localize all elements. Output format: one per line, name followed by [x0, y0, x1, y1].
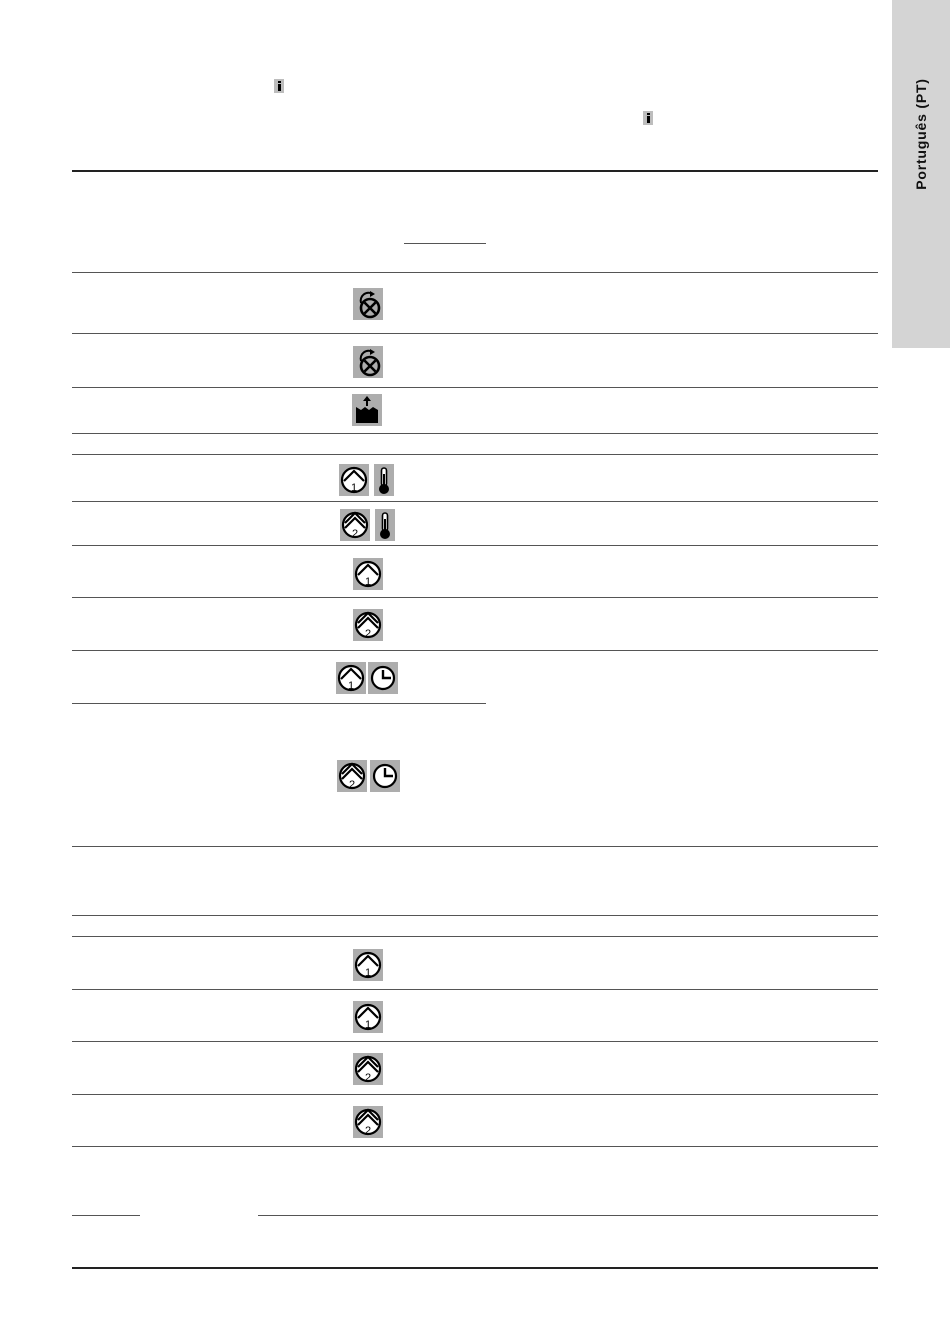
svg-text:1: 1 [364, 1019, 372, 1031]
info-icon [643, 111, 653, 125]
thermometer-icon [374, 464, 394, 496]
row-divider [72, 597, 878, 598]
svg-text:1: 1 [347, 680, 355, 692]
tank-level-icon [352, 394, 382, 426]
row-divider-partial [258, 1215, 878, 1216]
pump-2-icon [353, 1053, 383, 1085]
svg-text:2: 2 [364, 1125, 372, 1137]
stop-rotation-icon [353, 288, 383, 320]
svg-text:2: 2 [364, 1072, 372, 1084]
row-divider [72, 433, 878, 434]
row-divider [72, 1146, 878, 1147]
pump-1-icon [336, 662, 366, 694]
row-divider [72, 650, 878, 651]
table-bottom-rule [72, 1267, 878, 1269]
row-divider [72, 989, 878, 990]
row-divider [72, 454, 878, 455]
pump-2-icon [353, 609, 383, 641]
row-divider-partial [72, 703, 486, 704]
pump-2-icon [353, 1106, 383, 1138]
clock-icon [368, 662, 398, 694]
svg-text:1: 1 [364, 967, 372, 979]
pump-1-icon [339, 464, 369, 496]
svg-text:2: 2 [348, 779, 356, 791]
row-divider [72, 936, 878, 937]
language-tab-label: Português (PT) [913, 78, 929, 190]
row-divider-partial [72, 1215, 140, 1216]
header-underline [404, 243, 486, 244]
pump-2-icon [337, 760, 367, 792]
pump-1-icon [353, 1001, 383, 1033]
pump-2-icon [340, 509, 370, 541]
row-divider [72, 387, 878, 388]
row-divider [72, 915, 878, 916]
row-divider [72, 846, 878, 847]
row-divider [72, 545, 878, 546]
svg-text:1: 1 [364, 576, 372, 588]
svg-text:2: 2 [351, 528, 359, 540]
thermometer-icon [375, 509, 395, 541]
svg-text:1: 1 [350, 482, 358, 494]
row-divider [72, 501, 878, 502]
row-divider [72, 333, 878, 334]
clock-icon [370, 760, 400, 792]
row-divider [72, 1094, 878, 1095]
row-divider [72, 272, 878, 273]
info-icon [274, 79, 284, 93]
stop-rotation-icon [353, 346, 383, 378]
pump-1-icon [353, 558, 383, 590]
table-top-rule [72, 170, 878, 172]
language-tab [892, 0, 950, 348]
pump-1-icon [353, 949, 383, 981]
row-divider [72, 1041, 878, 1042]
svg-text:2: 2 [364, 628, 372, 640]
